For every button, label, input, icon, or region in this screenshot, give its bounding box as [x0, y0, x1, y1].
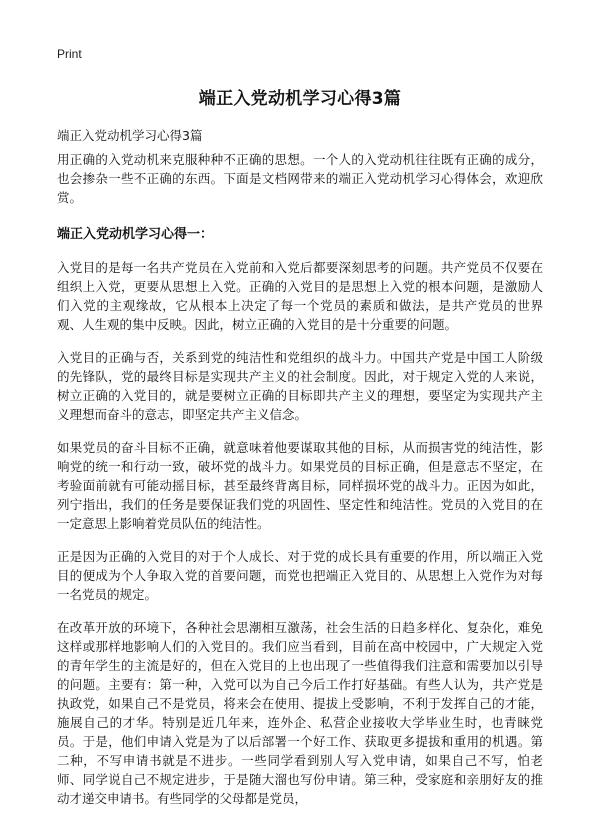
document-body [57, 150, 543, 822]
section-heading: 端正入党动机学习心得一： [57, 227, 214, 242]
body-paragraph: 入党目的是每一名共产党员在入党前和入党后都要深刻思考的问题。共产党员不仅要在组织上入党，更要从思想上入党。正确的入党目的是思想上入党的根本问题，是激励人们入党的主观缘故，它从根本上决定了每一个党员的素质和做法，是共产党员的世界观、人生观的集中反映。因此，树立正确的入党目的是十分重要的问题。 [57, 260, 543, 332]
body-paragraph: 正是因为正确的入党目的对于个人成长、对于党的成长具有重要的作用，所以端正入党目的便成为个人争取入党的首要问题，而党也把端正入党目的、从思想上入党作为对每一名党员的规定。 [57, 549, 543, 602]
body-paragraph: 入党目的正确与否，关系到党的纯洁性和党组织的战斗力。中国共产党是中国工人阶级的先锋队，党的最终目标是实现共产主义的社会制度。因此，对于规定入党的人来说，树立正确的入党目的，就是要树立正确的目标即共产主义的理想，要坚定为实现共产主义理想而奋斗的意志，即坚定共产主义信念。 [57, 350, 543, 422]
body-paragraph: 在改革开放的环境下，各种社会思潮相互激荡，社会生活的日趋多样化、复杂化，难免这样或那样地影响人们的入党目的。我们应当看到，目前在高中校园中，广大规定入党的青年学生的主流是好的，但在入党目的上也出现了一些值得我们注意和需要加以引导的问题。主要有：第一种，入党可以为自己今后工作打好基础。有些人认为，共产党是执政党，如果自己不是党员，将来会在使用、提拔上受影响，不利于发挥自己的才能，施展自己的才华。特别是近几年来，连外企、私营企业接收大学毕业生时，也青睐党员。于是，他们申请入党是为了以后部署一个好工作、获取更多提拔和重用的机遇。第二种，不写申请书就是不进步。一些同学看到别人写入党申请，如果自己不写，怕老师、同学说自己不规定进步，于是随大溜也写份申请。第三种，受家庭和亲朋好友的推动才递交申请书。有些同学的父母都是党员， [57, 620, 543, 806]
body-paragraph: 如果党员的奋斗目标不正确，就意味着他要谋取其他的目标，从而损害党的纯洁性，影响党的统一和行动一致，破坏党的战斗力。如果党员的目标正确，但是意志不坚定，在考验面前就有可能动摇目标，甚至最终背离目标，同样损坏党的战斗力。正因为如此，列宁指出，我们的任务是要保证我们党的巩固性、坚定性和纯洁性。党员的入党目的在一定意思上影响着党员队伍的纯洁性。 [57, 440, 543, 531]
document-title: 端正入党动机学习心得3篇 [198, 89, 402, 109]
document-subtitle: 端正入党动机学习心得3篇 [57, 128, 203, 143]
print-label: Print [57, 47, 82, 61]
intro-paragraph: 用正确的入党动机来克服种种不正确的思想。一个人的入党动机往往既有正确的成分，也会掺杂一些不正确的东西。下面是文档网带来的端正入党动机学习心得体会，欢迎欣赏。 [57, 152, 543, 205]
